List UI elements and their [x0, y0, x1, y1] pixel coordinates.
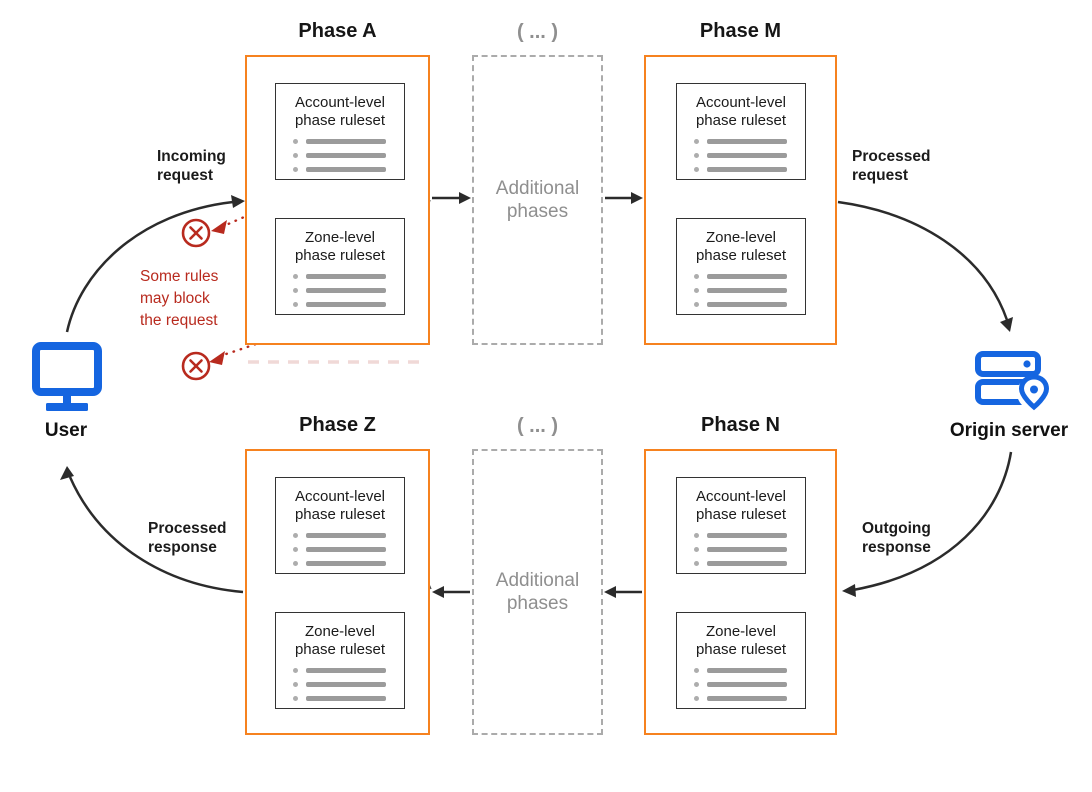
origin-server-label: Origin server	[949, 420, 1069, 441]
card-title-line2: phase ruleset	[695, 112, 787, 129]
card-title-line1: Zone-level	[304, 623, 376, 640]
block-note-line2: may block	[140, 290, 210, 307]
rules-list-icon	[694, 668, 805, 701]
card-title-line1: Zone-level	[304, 229, 376, 246]
rules-list-icon	[694, 139, 805, 172]
additional-phases-bottom-title: ( ... )	[516, 415, 559, 437]
additional-line1: Additional	[495, 570, 580, 591]
phase-a-box	[245, 55, 430, 345]
rules-list-icon	[694, 274, 805, 307]
rules-list-icon	[293, 139, 404, 172]
block-icon-bottom	[183, 353, 209, 379]
phase-a-to-additional-arrow	[432, 192, 471, 204]
processed-response-label	[148, 519, 226, 557]
card-title-line2: phase ruleset	[695, 641, 787, 658]
label-line2: request	[157, 167, 213, 184]
card-title-line2: phase ruleset	[695, 247, 787, 264]
block-note	[140, 266, 218, 332]
label-line1: Outgoing	[862, 520, 931, 537]
rules-list-icon	[694, 533, 805, 566]
label-line2: response	[148, 539, 217, 556]
rules-list-icon	[293, 274, 404, 307]
card-title-line1: Account-level	[695, 94, 787, 111]
card-title-line1: Account-level	[294, 488, 386, 505]
label-line1: Incoming	[157, 148, 226, 165]
label-line1: Processed	[148, 520, 227, 537]
additional-phases-label	[496, 569, 579, 615]
ruleset-card-zone	[676, 612, 806, 709]
card-title-line1: Account-level	[695, 488, 787, 505]
ruleset-card-zone	[676, 218, 806, 315]
card-title-line1: Zone-level	[705, 229, 777, 246]
phase-n-to-additional-arrow	[604, 586, 642, 598]
phase-z-box	[245, 449, 430, 735]
ruleset-card-zone	[275, 612, 405, 709]
card-title-line1: Zone-level	[705, 623, 777, 640]
card-title-line2: phase ruleset	[294, 506, 386, 523]
user-monitor-icon	[31, 341, 103, 420]
additional-line2: phases	[506, 593, 569, 614]
phase-n-title: Phase N	[701, 414, 780, 436]
card-title-line2: phase ruleset	[294, 641, 386, 658]
card-title-line2: phase ruleset	[294, 247, 386, 264]
ruleset-card-account	[676, 477, 806, 574]
card-title-line1: Account-level	[294, 94, 386, 111]
block-note-line3: the request	[140, 312, 218, 329]
additional-to-phase-m-arrow	[605, 192, 643, 204]
additional-line2: phases	[506, 201, 569, 222]
phase-m-box	[644, 55, 837, 345]
ruleset-card-zone	[275, 218, 405, 315]
ruleset-card-account	[275, 477, 405, 574]
rules-list-icon	[293, 668, 404, 701]
ruleset-card-account	[275, 83, 405, 180]
phase-a-title: Phase A	[298, 20, 377, 42]
label-line2: request	[852, 167, 908, 184]
card-title-line2: phase ruleset	[294, 112, 386, 129]
outgoing-response-label	[862, 519, 931, 557]
additional-to-phase-z-arrow	[432, 586, 470, 598]
origin-server-icon	[975, 351, 1051, 420]
processed-request-label	[852, 147, 930, 185]
card-title-line2: phase ruleset	[695, 506, 787, 523]
block-note-line1: Some rules	[140, 268, 219, 285]
block-icon-top	[183, 220, 209, 246]
phase-z-title: Phase Z	[299, 414, 376, 436]
additional-phases-label	[496, 177, 579, 223]
phase-m-title: Phase M	[699, 20, 782, 42]
additional-phases-top-title: ( ... )	[516, 21, 559, 43]
label-line2: response	[862, 539, 931, 556]
additional-phases-bottom-box	[472, 449, 603, 735]
processed-request-arrow	[838, 202, 1013, 332]
label-line1: Processed	[852, 148, 931, 165]
user-label: User	[44, 420, 88, 441]
phase-n-box	[644, 449, 837, 735]
rules-list-icon	[293, 533, 404, 566]
additional-phases-top-box	[472, 55, 603, 345]
additional-line1: Additional	[495, 178, 580, 199]
ruleset-card-account	[676, 83, 806, 180]
incoming-request-label	[157, 147, 226, 185]
